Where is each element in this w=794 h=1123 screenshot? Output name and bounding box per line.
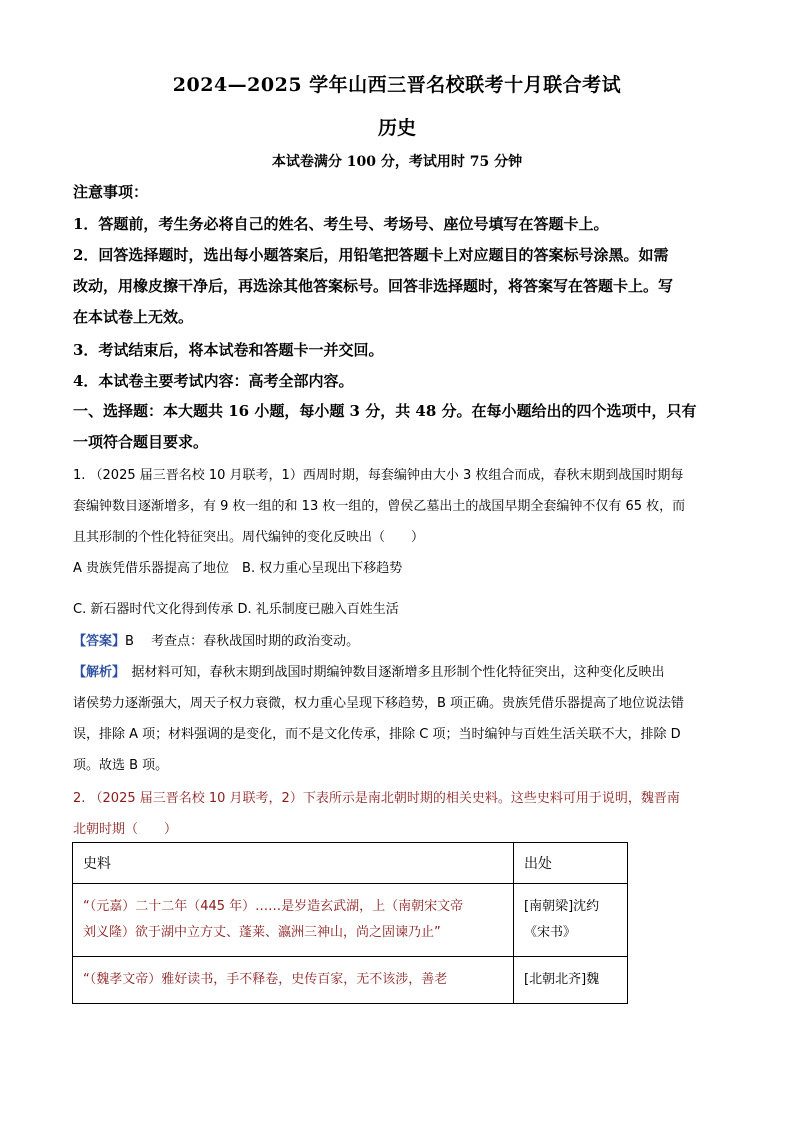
q1-analysis-line-2: 诸侯势力逐渐强大，周天子权力衰微，权力重心呈现下移趋势，B 项正确。贵族凭借乐器提高了地位说法错 <box>73 696 685 711</box>
header-material: 史料 <box>73 843 514 884</box>
note-1: 1．答题前，考生务必将自己的姓名、考生号、考场号、座位号填写在答题卡上。 <box>73 215 609 233</box>
row1-source <box>514 884 628 957</box>
q1-answer <box>73 630 723 649</box>
table-header-row <box>73 843 628 884</box>
q1-analysis-line-4: 项。故选 B 项。 <box>73 758 169 773</box>
q1-analysis-line-3: 误，排除 A 项；材料强调的是变化，而不是文化传承，排除 C 项；当时编钟与百姓生活关联不大，排除 D <box>73 727 681 742</box>
notes-heading: 注意事项： <box>73 183 149 201</box>
q1-options-cd: C. 新石器时代文化得到传承 D. 礼乐制度已融入百姓生活 <box>73 602 399 617</box>
row2-material: “（魏孝文帝）雅好读书，手不释卷，史传百家，无不该涉，善老 <box>73 957 514 1004</box>
note-2-line-1: 2．回答选择题时，选出每小题答案后，用铅笔把答题卡上对应题目的答案标号涂黑。如需 <box>73 246 669 264</box>
table-row <box>73 957 628 1004</box>
exam-title: 2024—2025 学年山西三晋名校联考十月联合考试 <box>172 74 622 96</box>
analysis-tag: 【解析】 <box>73 665 119 680</box>
section1-line-2: 一项符合题目要求。 <box>73 433 209 451</box>
subject-title: 历史 <box>377 117 416 139</box>
row2-source: [北朝北齐]魏 <box>514 957 628 1004</box>
row1-material <box>73 884 514 957</box>
row1-material-line-1: “（元嘉）二十二年（445 年）……是岁造玄武湖，上（南朝宋文帝 <box>83 899 464 914</box>
answer-tag: 【答案】 <box>73 634 126 649</box>
note-2-line-3: 在本试卷上无效。 <box>73 308 194 326</box>
answer-text: B 考查点：春秋战国时期的政治变动。 <box>125 634 360 649</box>
section1-line-1: 一、选择题：本大题共 16 小题，每小题 3 分，共 48 分。在每小题给出的四个选项中，只有 <box>73 402 697 420</box>
source-table <box>72 842 628 1004</box>
q2-stem-line-2: 北朝时期（ ） <box>73 822 178 837</box>
q2-stem-line-1: 2. （2025 届三晋名校 10 月联考，2）下表所示是南北朝时期的相关史料。这些史料可用于说明，魏晋南 <box>73 791 680 806</box>
note-4: 4．本试卷主要考试内容：高考全部内容。 <box>73 372 354 390</box>
q1-stem-line-3: 且其形制的个性化特征突出。周代编钟的变化反映出（ ） <box>73 530 425 545</box>
q1-analysis-line-1 <box>73 661 723 680</box>
q1-options-ab: A 贵族凭借乐器提高了地位 B. 权力重心呈现出下移趋势 <box>73 561 403 576</box>
q1-stem-line-1: 1. （2025 届三晋名校 10 月联考，1）西周时期，每套编钟由大小 3 枚组合而成，春秋末期到战国时期每 <box>73 468 684 483</box>
row1-source-line-2: 《宋书》 <box>524 925 577 940</box>
note-3: 3．考试结束后，将本试卷和答题卡一并交回。 <box>73 341 384 359</box>
table-row <box>73 884 628 957</box>
header-source: 出处 <box>514 843 628 884</box>
analysis-text: 据材料可知，春秋末期到战国时期编钟数目逐渐增多且形制个性化特征突出，这种变化反映出 <box>118 665 665 680</box>
row1-material-line-2: 刘义隆）欲于湖中立方丈、蓬莱、瀛洲三神山，尚之固谏乃止” <box>83 925 441 940</box>
note-2-line-2: 改动，用橡皮擦干净后，再选涂其他答案标号。回答非选择题时，将答案写在答题卡上。写 <box>73 277 674 295</box>
q1-stem-line-2: 套编钟数目逐渐增多，有 9 枚一组的和 13 枚一组的，曾侯乙墓出土的战国早期全套编钟不仅有 65 枚，而 <box>73 499 686 514</box>
row1-source-line-1: [南朝梁]沈约 <box>524 899 600 914</box>
exam-meta: 本试卷满分 100 分，考试用时 75 分钟 <box>271 154 523 170</box>
